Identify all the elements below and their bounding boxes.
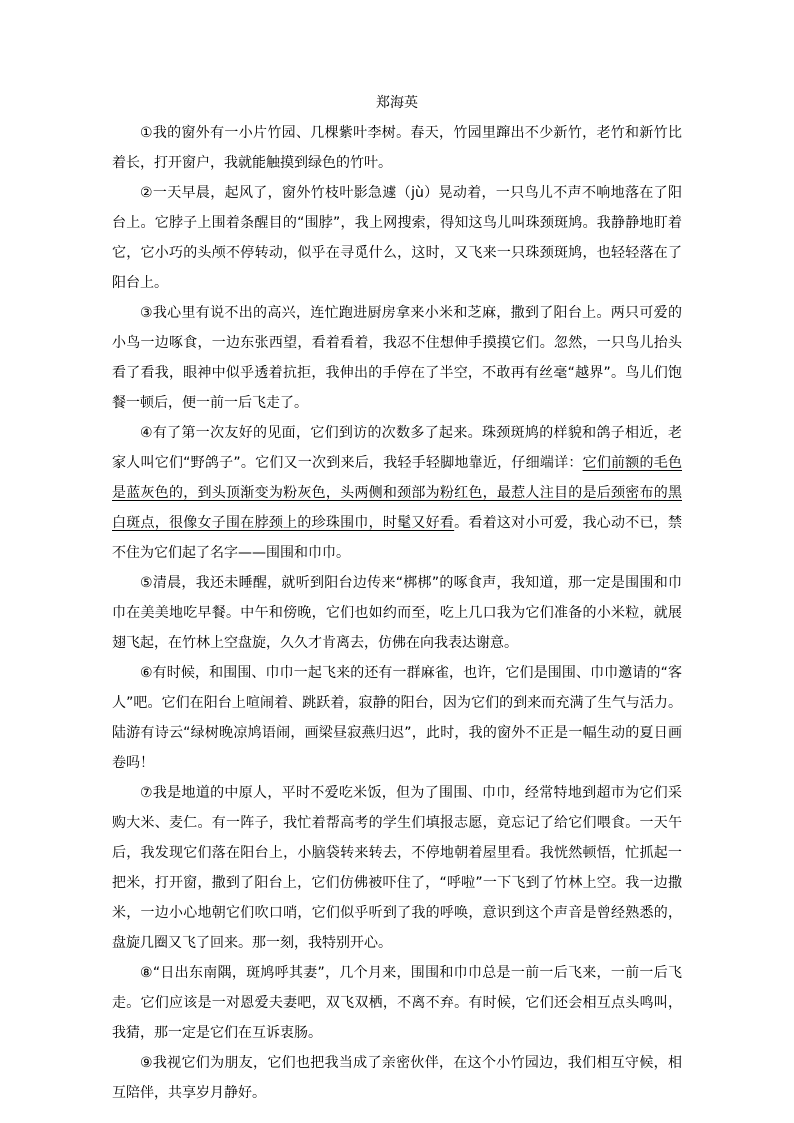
- paragraph-5: ⑤清晨，我还未睡醒，就听到阳台边传来“梆梆”的啄食声，我知道，那一定是围围和巾巾在美美地吃早餐。中午和傍晚，它们也如约而至，吃上几口我为它们准备的小米粒，就展翅飞起，在竹林上空盘旋，久久才肯离去，仿佛在向我表达谢意。: [112, 575, 682, 651]
- paragraph-4-lead: ④有了第一次友好的见面，它们到访的次数多了起来。珠颈斑鸠的样貌和鸽子相近，老家人叫它们“野鸽子”。它们又一次到来后，我轻手轻脚地靠近，仔细端详：: [112, 425, 682, 471]
- paragraph-4: [112, 418, 682, 568]
- paragraph-1: ①我的窗外有一小片竹园、几棵紫叶李树。春天，竹园里蹿出不少新竹，老竹和新竹比着长，打开窗户，我就能触摸到绿色的竹叶。: [112, 125, 682, 171]
- paragraph-3: ③我心里有说不出的高兴，连忙跑进厨房拿来小米和芝麻，撒到了阳台上。两只可爱的小鸟一边啄食，一边东张西望，看着看着，我忍不住想伸手摸摸它们。忽然，一只鸟儿抬头看了看我，眼神中似乎透着抗拒，我伸出的手停在了半空，不敢再有丝毫“越界”。鸟儿们饱餐一顿后，便一前一后飞走了。: [112, 305, 682, 411]
- paragraph-6: ⑥有时候，和围围、巾巾一起飞来的还有一群麻雀，也许，它们是围围、巾巾邀请的“客人”吧。它们在阳台上喧闹着、跳跃着，寂静的阳台，因为它们的到来而充满了生气与活力。陆游有诗云“绿树晚凉鸠语闹，画梁昼寂燕归迟”，此时，我的窗外不正是一幅生动的夏日画卷吗！: [112, 665, 682, 771]
- paragraph-7: ⑦我是地道的中原人，平时不爱吃米饭，但为了围围、巾巾，经常特地到超市为它们采购大米、麦仁。有一阵子，我忙着帮高考的学生们填报志愿，竟忘记了给它们喂食。一天午后，我发现它们落在阳台上，小脑袋转来转去，不停地朝着屋里看。我恍然顿悟，忙抓起一把米，打开窗，撒到了阳台上，它们仿佛被吓住了，“呼啦”一下飞到了竹林上空。我一边撒米，一边小心地朝它们吹口哨，它们似乎听到了我的呼唤，意识到这个声音是曾经熟悉的，盘旋几圈又飞了回来。那一刻，我特别开心。: [112, 785, 682, 951]
- paragraph-4-tail: 。看着这对小可爱，我心动不已，禁不住为它们起了名字——围围和巾巾。: [112, 515, 683, 561]
- article: [112, 88, 682, 1108]
- paragraph-8: ⑧“日出东南隅，斑鸠呼其妻”，几个月来，围围和巾巾总是一前一后飞来，一前一后飞走。它们应该是一对恩爱夫妻吧，双飞双栖，不离不弃。有时候，它们还会相互点头鸣叫，我猜，那一定是它们在互诉衷肠。: [112, 965, 682, 1041]
- paragraph-2: ②一天早晨，起风了，窗外竹枝叶影急遽（jù）晃动着，一只鸟儿不声不响地落在了阳台上。它脖子上围着条醒目的“围脖”，我上网搜索，得知这鸟儿叫珠颈斑鸠。我静静地盯着它，它小巧的头颅不停转动，似乎在寻觅什么，这时，又飞来一只珠颈斑鸠，也轻轻落在了阳台上。: [112, 185, 682, 291]
- underlined-description: 它们前额的毛色是蓝灰色的，到头顶渐变为粉灰色，头两侧和颈部为粉红色，最惹人注目的是后颈密布的黑白斑点，很像女子围在脖颈上的珍珠围巾，时髦又好看: [112, 455, 683, 531]
- paragraph-9: ⑨我视它们为朋友，它们也把我当成了亲密伙伴，在这个小竹园边，我们相互守候，相互陪伴，共享岁月静好。: [112, 1055, 682, 1101]
- author-name: 郑海英: [376, 95, 418, 111]
